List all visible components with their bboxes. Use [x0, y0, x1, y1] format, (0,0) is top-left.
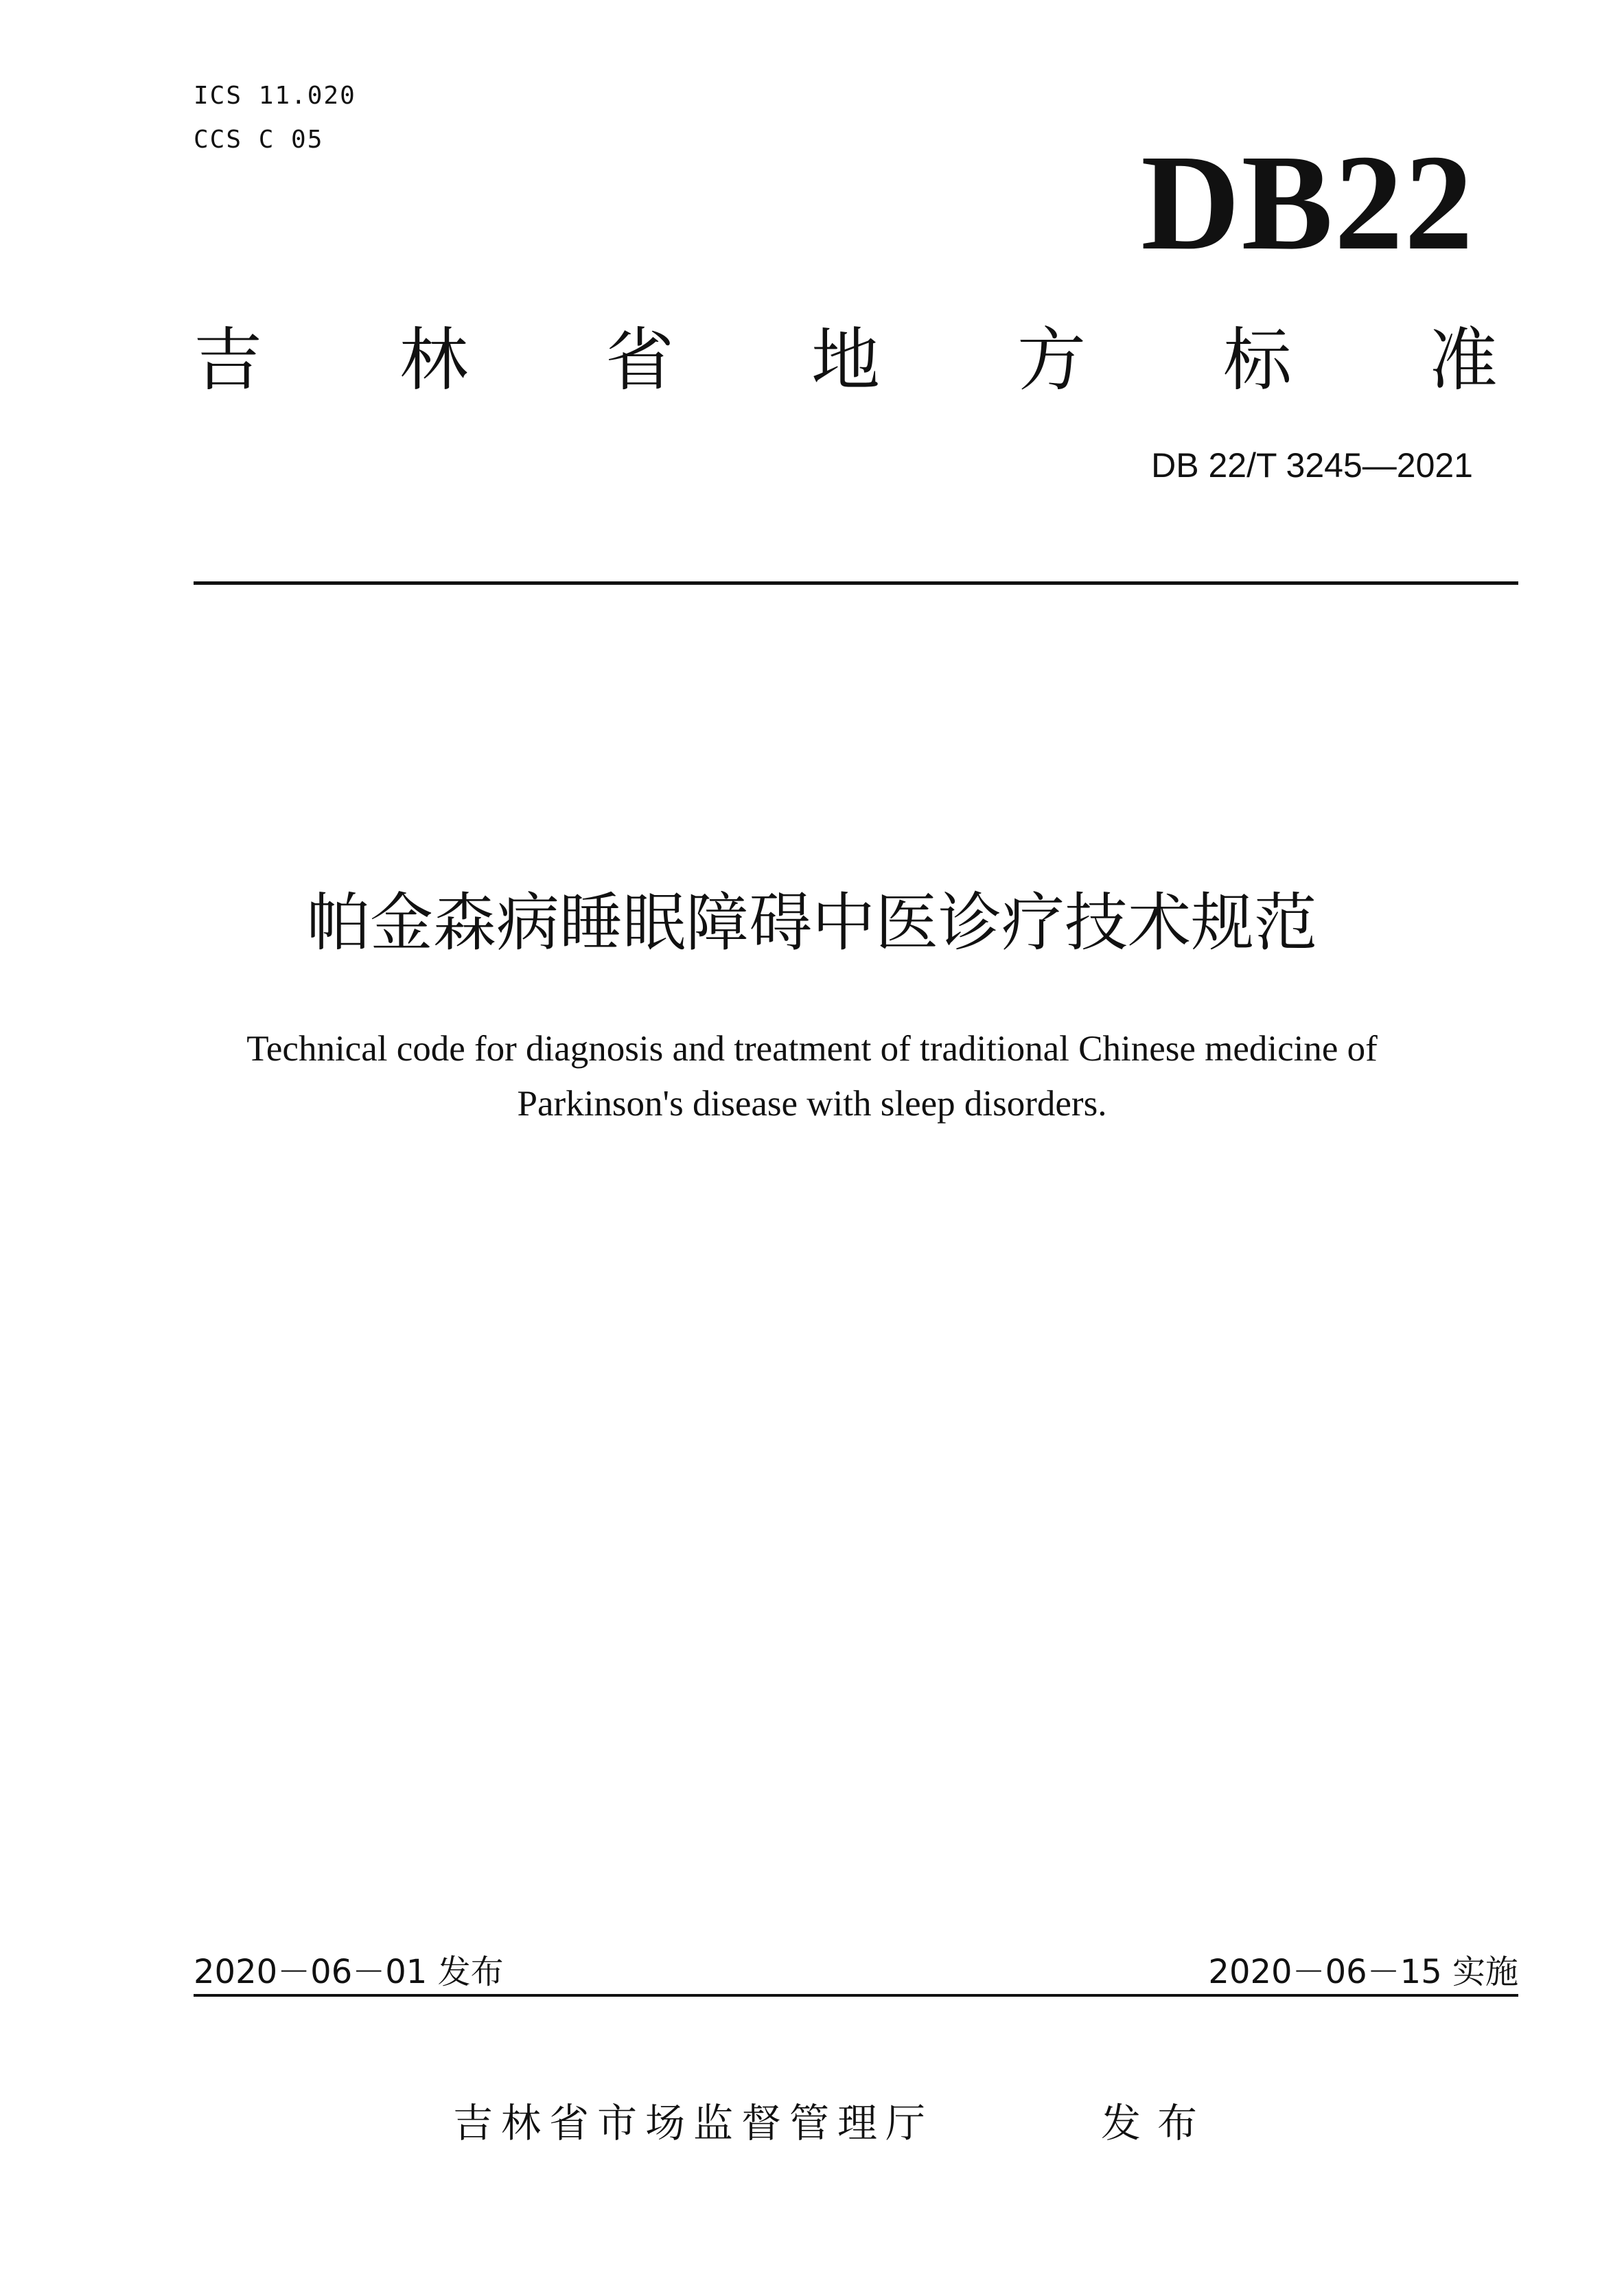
- ics-code: ICS 11.020: [194, 82, 356, 110]
- bottom-divider: [194, 1994, 1518, 1997]
- category-char: 省: [605, 320, 674, 400]
- standard-number: DB 22/T 3245—2021: [1151, 446, 1473, 485]
- document-title-chinese: 帕金森病睡眠障碍中医诊疗技术规范: [306, 886, 1317, 960]
- category-char: 标: [1223, 320, 1292, 400]
- top-divider: [194, 581, 1518, 585]
- category-char: 方: [1017, 320, 1086, 400]
- standard-logo: DB22: [1141, 127, 1474, 279]
- document-title-english-line1: Technical code for diagnosis and treatment of traditional Chinese medicine of: [246, 1029, 1378, 1069]
- issue-date: 2020－06－01 发布: [194, 1953, 504, 1991]
- category-char: 林: [399, 320, 468, 400]
- category-char: 吉: [194, 320, 262, 400]
- document-title-english-line2: Parkinson's disease with sleep disorders.: [517, 1084, 1107, 1124]
- publisher-name: 吉林省市场监督管理厅: [453, 2100, 934, 2146]
- standard-category: [194, 320, 1498, 400]
- category-char: 地: [811, 320, 880, 400]
- category-char: 准: [1429, 320, 1498, 400]
- publish-label: 发布: [1101, 2100, 1214, 2146]
- implementation-date: 2020－06－15 实施: [1208, 1953, 1518, 1991]
- ccs-code: CCS C 05: [194, 126, 324, 154]
